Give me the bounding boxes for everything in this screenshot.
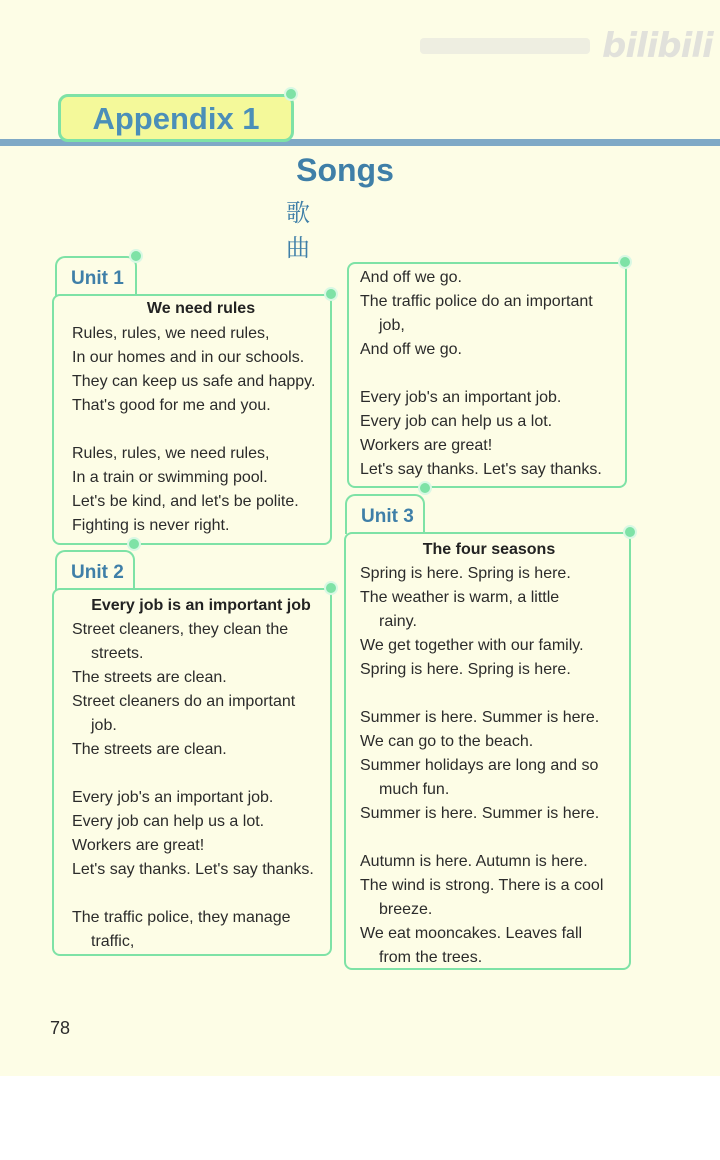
lyric-line: In a train or swimming pool. bbox=[72, 469, 268, 486]
lyric-line: rainy. bbox=[379, 613, 417, 630]
page-title: Songs bbox=[296, 152, 394, 188]
unit-1-label: Unit 1 bbox=[71, 268, 124, 289]
unit-2-label: Unit 2 bbox=[71, 562, 124, 583]
lyric-line: Summer is here. Summer is here. bbox=[360, 805, 600, 822]
lyric-line: That's good for me and you. bbox=[72, 397, 271, 414]
lyric-line: The streets are clean. bbox=[72, 741, 227, 758]
lyric-line: In our homes and in our schools. bbox=[72, 349, 305, 366]
audio-dot-icon[interactable] bbox=[284, 87, 298, 101]
lyric-line: The traffic police do an important bbox=[360, 293, 593, 310]
lyric-line: Workers are great! bbox=[360, 437, 493, 454]
page-subtitle: 歌曲 bbox=[286, 199, 368, 262]
appendix-tab bbox=[58, 94, 294, 142]
lyric-line: job. bbox=[91, 717, 117, 734]
stanza-gap bbox=[72, 762, 314, 786]
lyric-line: breeze. bbox=[379, 901, 433, 918]
lyric-line: Every job's an important job. bbox=[72, 789, 274, 806]
unit-1-tab bbox=[55, 256, 137, 296]
appendix-label: Appendix 1 bbox=[92, 101, 260, 136]
lyric-line: We get together with our family. bbox=[360, 637, 584, 654]
lyric-line: Every job's an important job. bbox=[360, 389, 562, 406]
lyric-line: Let's say thanks. Let's say thanks. bbox=[360, 461, 602, 478]
song-lyrics bbox=[72, 618, 314, 954]
song-title: Every job is an important job bbox=[91, 597, 311, 614]
lyric-line: Autumn is here. Autumn is here. bbox=[360, 853, 588, 870]
stanza-gap bbox=[360, 362, 602, 386]
unit-3-label: Unit 3 bbox=[361, 506, 414, 527]
page-number: 78 bbox=[50, 1018, 71, 1038]
song-lyrics-continued bbox=[360, 266, 602, 482]
lyric-line: We can go to the beach. bbox=[360, 733, 534, 750]
audio-dot-icon[interactable] bbox=[127, 537, 141, 551]
lyric-line: The wind is strong. There is a cool bbox=[360, 877, 604, 894]
lyric-line: The weather is warm, a little bbox=[360, 589, 560, 606]
bottom-margin bbox=[0, 1076, 720, 1160]
lyric-line: Rules, rules, we need rules, bbox=[72, 445, 270, 462]
song-lyrics bbox=[72, 322, 315, 538]
lyric-line: Spring is here. Spring is here. bbox=[360, 565, 571, 582]
song-title: The four seasons bbox=[422, 541, 556, 558]
lyric-line: Workers are great! bbox=[72, 837, 205, 854]
lyric-line: Let's be kind, and let's be polite. bbox=[72, 493, 299, 510]
unit-2-tab bbox=[55, 550, 135, 590]
audio-dot-icon[interactable] bbox=[324, 287, 338, 301]
lyric-line: Street cleaners do an important bbox=[72, 693, 296, 710]
stanza-gap bbox=[72, 882, 314, 906]
lyric-line: Let's say thanks. Let's say thanks. bbox=[72, 861, 314, 878]
stanza-gap bbox=[360, 826, 603, 850]
lyric-line: Fighting is never right. bbox=[72, 517, 230, 534]
lyric-line: And off we go. bbox=[360, 341, 462, 358]
audio-dot-icon[interactable] bbox=[129, 249, 143, 263]
audio-dot-icon[interactable] bbox=[324, 581, 338, 595]
song-title: We need rules bbox=[146, 300, 256, 317]
audio-dot-icon[interactable] bbox=[618, 255, 632, 269]
lyric-line: traffic, bbox=[91, 933, 135, 950]
lyric-line: And off we go. bbox=[360, 269, 462, 286]
lyric-line: Rules, rules, we need rules, bbox=[72, 325, 270, 342]
lyric-line: Summer holidays are long and so bbox=[360, 757, 599, 774]
lyric-line: They can keep us safe and happy. bbox=[72, 373, 316, 390]
lyric-line: from the trees. bbox=[379, 949, 483, 966]
bilibili-logo: bilibili bbox=[602, 26, 713, 66]
unit-3-tab bbox=[345, 494, 425, 534]
lyric-line: Summer is here. Summer is here. bbox=[360, 709, 600, 726]
lyric-line: streets. bbox=[91, 645, 144, 662]
lyric-line: The traffic police, they manage bbox=[72, 909, 291, 926]
lyric-line: job, bbox=[379, 317, 405, 334]
lyric-line: We eat mooncakes. Leaves fall bbox=[360, 925, 583, 942]
lyric-line: Every job can help us a lot. bbox=[72, 813, 265, 830]
audio-dot-icon[interactable] bbox=[623, 525, 637, 539]
lyric-line: much fun. bbox=[379, 781, 450, 798]
lyric-line: Spring is here. Spring is here. bbox=[360, 661, 571, 678]
lyric-line: Every job can help us a lot. bbox=[360, 413, 553, 430]
lyric-line: Street cleaners, they clean the bbox=[72, 621, 289, 638]
lyric-line: The streets are clean. bbox=[72, 669, 227, 686]
stanza-gap bbox=[72, 418, 315, 442]
watermark-text-blur bbox=[420, 38, 590, 54]
stanza-gap bbox=[360, 682, 603, 706]
bilibili-watermark bbox=[420, 24, 713, 70]
song-lyrics bbox=[360, 562, 603, 970]
audio-dot-icon[interactable] bbox=[418, 481, 432, 495]
